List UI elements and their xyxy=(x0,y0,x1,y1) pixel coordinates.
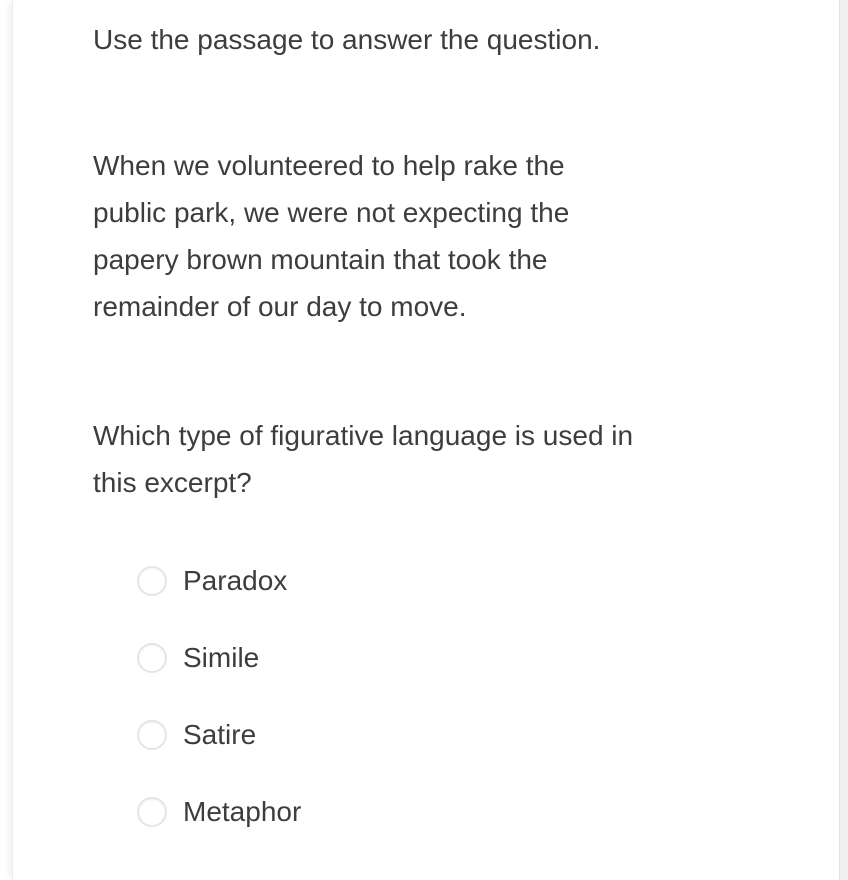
passage-line: papery brown mountain that took the xyxy=(93,244,548,275)
answer-option-simile[interactable] xyxy=(137,643,799,673)
answer-options xyxy=(137,566,799,827)
question-line: this excerpt? xyxy=(93,467,252,498)
instruction-text: Use the passage to answer the question. xyxy=(93,24,601,55)
answer-option-satire[interactable] xyxy=(137,720,799,750)
passage-line: public park, we were not expecting the xyxy=(93,197,570,228)
page-background-strip xyxy=(840,0,848,880)
answer-option-label: Metaphor xyxy=(183,796,302,827)
radio-button[interactable] xyxy=(137,566,167,596)
passage-line: When we volunteered to help rake the xyxy=(93,150,565,181)
answer-option-label: Paradox xyxy=(183,565,288,596)
question-card xyxy=(12,0,840,880)
passage-text xyxy=(93,142,799,330)
radio-button[interactable] xyxy=(137,797,167,827)
question-line: Which type of figurative language is used in xyxy=(93,420,634,451)
answer-option-label: Satire xyxy=(183,719,257,750)
answer-option-metaphor[interactable] xyxy=(137,797,799,827)
answer-option-label: Simile xyxy=(183,642,260,673)
answer-option-paradox[interactable] xyxy=(137,566,799,596)
passage-line: remainder of our day to move. xyxy=(93,291,467,322)
question-text xyxy=(93,412,799,506)
radio-button[interactable] xyxy=(137,720,167,750)
radio-button[interactable] xyxy=(137,643,167,673)
